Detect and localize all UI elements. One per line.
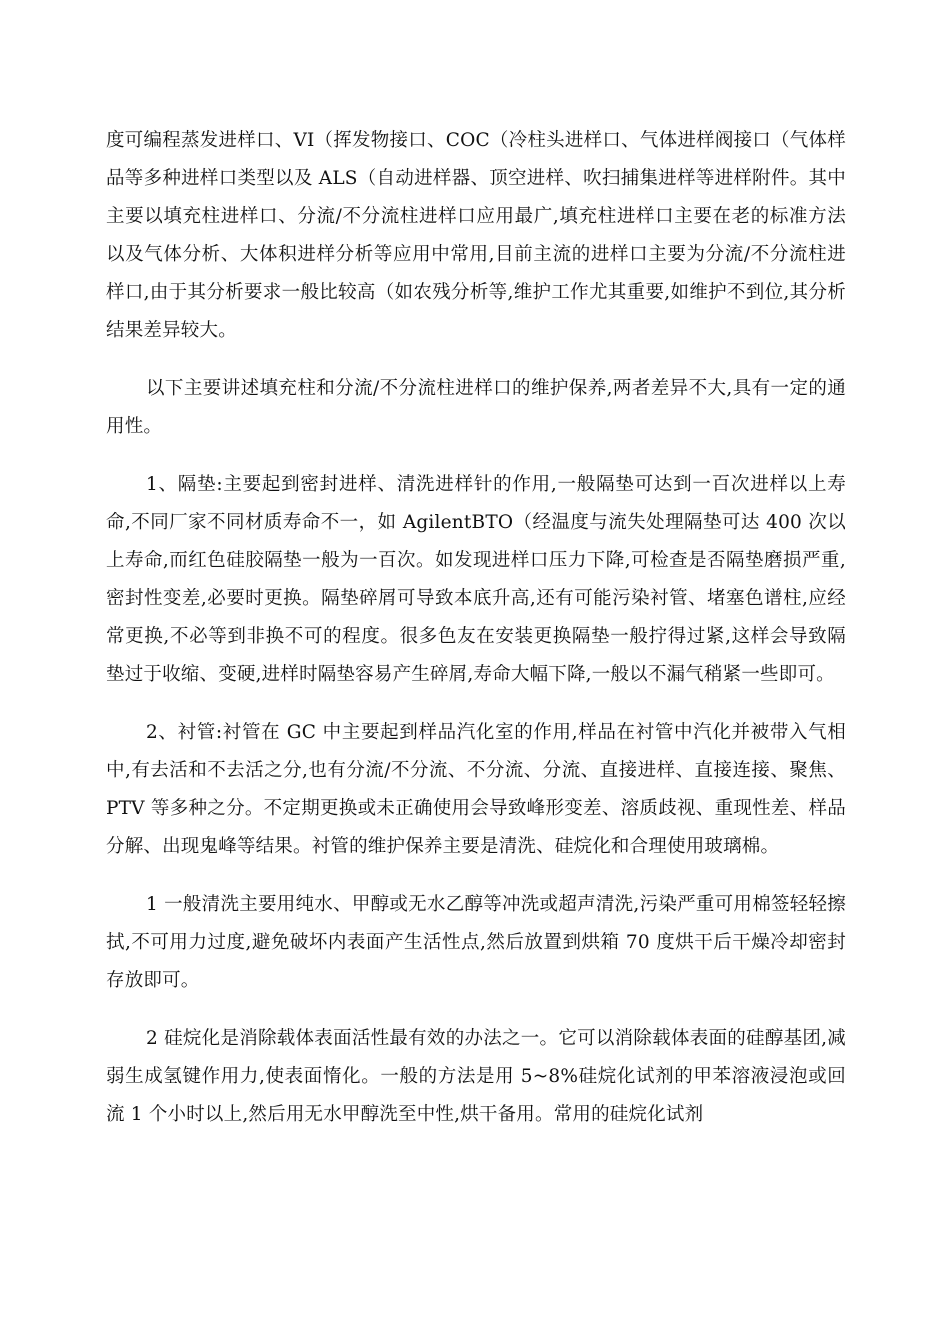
paragraph-liner: 2、衬管:衬管在 GC 中主要起到样品汽化室的作用,样品在衬管中汽化并被带入气相中,有去活和不去活之分,也有分流/不分流、不分流、分流、直接进样、直接连接、聚焦、PTV 等多种之分。不定期更换或未正确使用会导致峰形变差、溶质歧视、重现性差、样品分解、出现鬼峰等结果。衬管的维护保养主要是清洗、硅烷化和合理使用玻璃棉。 [106,722,846,857]
paragraph-maintenance-intro: 以下主要讲述填充柱和分流/不分流柱进样口的维护保养,两者差异不大,具有一定的通用性。 [106,378,846,437]
paragraph-silanization: 2 硅烷化是消除载体表面活性最有效的办法之一。它可以消除载体表面的硅醇基团,减弱生成氢键作用力,使表面惰化。一般的方法是用 5~8%硅烷化试剂的甲苯溶液浸泡或回流 1 个小时以上,然后用无水甲醇洗至中性,烘干备用。常用的硅烷化试剂 [106,1028,846,1125]
paragraph-injector-types: 度可编程蒸发进样口、VI（挥发物接口、COC（冷柱头进样口、气体进样阀接口（气体样品等多种进样口类型以及 ALS（自动进样器、顶空进样、吹扫捕集进样等进样附件。其中主要以填充柱进样口、分流/不分流柱进样口应用最广,填充柱进样口主要在老的标准方法以及气体分析、大体积进样分析等应用中常用,目前主流的进样口主要为分流/不分流柱进样口,由于其分析要求一般比较高（如农残分析等,维护工作尤其重要,如维护不到位,其分析结果差异较大。 [106,130,846,341]
paragraph-liner-cleaning: 1 一般清洗主要用纯水、甲醇或无水乙醇等冲洗或超声清洗,污染严重可用棉签轻轻擦拭,不可用力过度,避免破坏内表面产生活性点,然后放置到烘箱 70 度烘干后干燥冷却密封存放即可。 [106,894,846,991]
document-body [106,122,846,1154]
paragraph-septum: 1、隔垫:主要起到密封进样、清洗进样针的作用,一般隔垫可达到一百次进样以上寿命,不同厂家不同材质寿命不一，如 AgilentBTO（经温度与流失处理隔垫可达 400 次以上寿命,而红色硅胶隔垫一般为一百次。如发现进样口压力下降,可检查是否隔垫磨损严重,密封性变差,必要时更换。隔垫碎屑可导致本底升高,还有可能污染衬管、堵塞色谱柱,应经常更换,不必等到非换不可的程度。很多色友在安装更换隔垫一般拧得过紧,这样会导致隔垫过于收缩、变硬,进样时隔垫容易产生碎屑,寿命大幅下降,一般以不漏气稍紧一些即可。 [106,474,846,685]
